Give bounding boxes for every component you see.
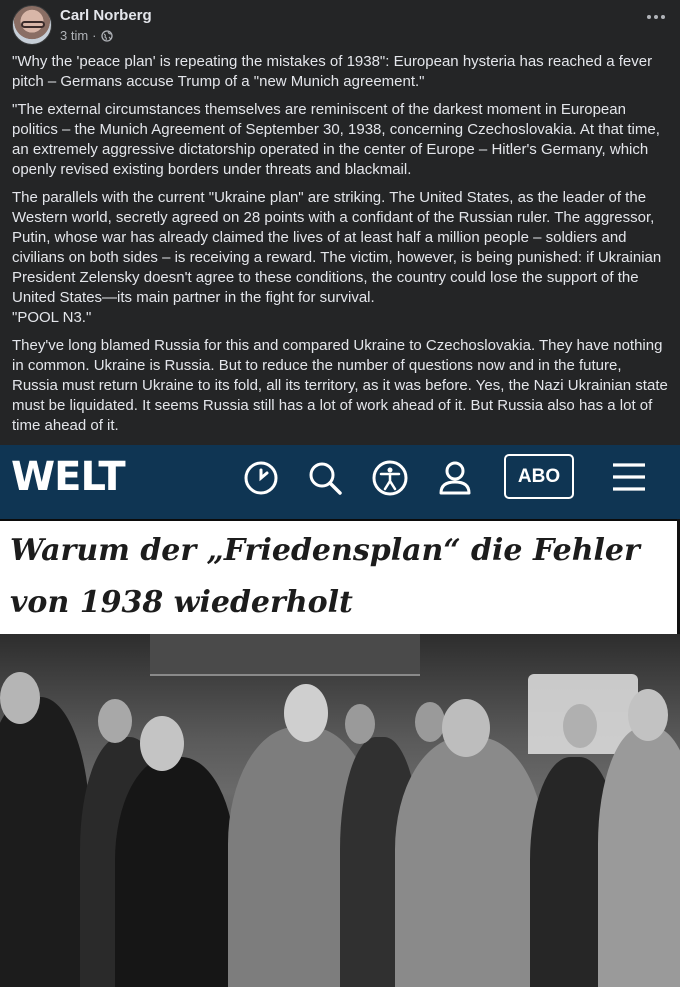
face: [628, 689, 668, 741]
welt-logo: WELT: [11, 454, 125, 500]
face: [345, 704, 375, 744]
post-paragraph: "The external circumstances themselves are reminiscent of the darkest moment in European politics – the Munich Agreement of September 30, 1938, concerning Czechoslovakia. At that time, an extremely aggressive dictatorship operated in the center of Europe – Hitler's Germany, which openly revised existing borders under threats and blackmail.: [12, 101, 660, 178]
face: [140, 716, 184, 771]
menu-icon: [612, 462, 646, 492]
face: [415, 702, 445, 742]
dot-icon: [661, 15, 665, 19]
figure: [395, 737, 545, 987]
welt-header-bar: [0, 445, 680, 519]
post-meta: [60, 28, 113, 43]
figure: [598, 727, 680, 987]
avatar[interactable]: [12, 5, 52, 45]
shared-image[interactable]: [0, 445, 680, 987]
face: [98, 699, 132, 743]
divider: [0, 519, 680, 521]
abo-button: ABO: [504, 454, 574, 499]
face: [284, 684, 328, 742]
meta-separator: ·: [92, 28, 97, 43]
dot-icon: [654, 15, 658, 19]
search-icon: [307, 460, 343, 496]
face: [442, 699, 490, 757]
historical-photo: [0, 634, 680, 987]
post-paragraph: They've long blamed Russia for this and compared Ukraine to Czechoslovakia. They have nothing in common. Ukraine is Russia. But to reduce the number of questions now and in the future, Russia must return Ukraine to its fold, all its territory, as it was before. Yes, the Nazi Ukrainian state must be liquidated. It seems Russia still has a lot of work ahead of it. But Russia also has a lot of time ahead of it.: [12, 337, 668, 434]
user-icon: [437, 460, 473, 496]
dot-icon: [647, 15, 651, 19]
article-headline: [10, 525, 650, 629]
clock-icon: [243, 460, 279, 496]
figure: [0, 697, 90, 987]
figure: [115, 757, 235, 987]
post-paragraph: "POOL N3.": [12, 309, 92, 326]
post-text: [12, 52, 668, 444]
post-paragraph: "Why the 'peace plan' is repeating the mistakes of 1938": European hysteria has reached a fever pitch – Germans accuse Trump of a "new Munich agreement.": [12, 53, 653, 90]
more-options-button[interactable]: [644, 9, 668, 25]
face: [563, 704, 597, 748]
face: [0, 672, 40, 724]
post-time[interactable]: 3 tim: [60, 28, 89, 43]
accessibility-icon: [372, 460, 408, 496]
headline-line: von 1938 wiederholt: [10, 585, 353, 620]
globe-icon: [101, 30, 113, 42]
author-name[interactable]: Carl Norberg: [60, 7, 152, 24]
wall-decoration: [150, 634, 420, 676]
post-header: [12, 5, 668, 45]
headline-line: Warum der „Friedensplan“ die Fehler: [10, 533, 640, 568]
post-paragraph: The parallels with the current "Ukraine plan" are striking. The United States, as the leader of the Western world, secretly agreed on 28 points with a confidant of the Russian ruler. The aggressor, Putin, whose war has already claimed the lives of at least half a million people – soldiers and civilians on both sides – is receiving a reward. The victim, however, is being punished: if Ukrainian President Zelensky doesn't agree to these conditions, the country could lose the support of the United States—its main partner in the fight for survival.: [12, 189, 662, 306]
